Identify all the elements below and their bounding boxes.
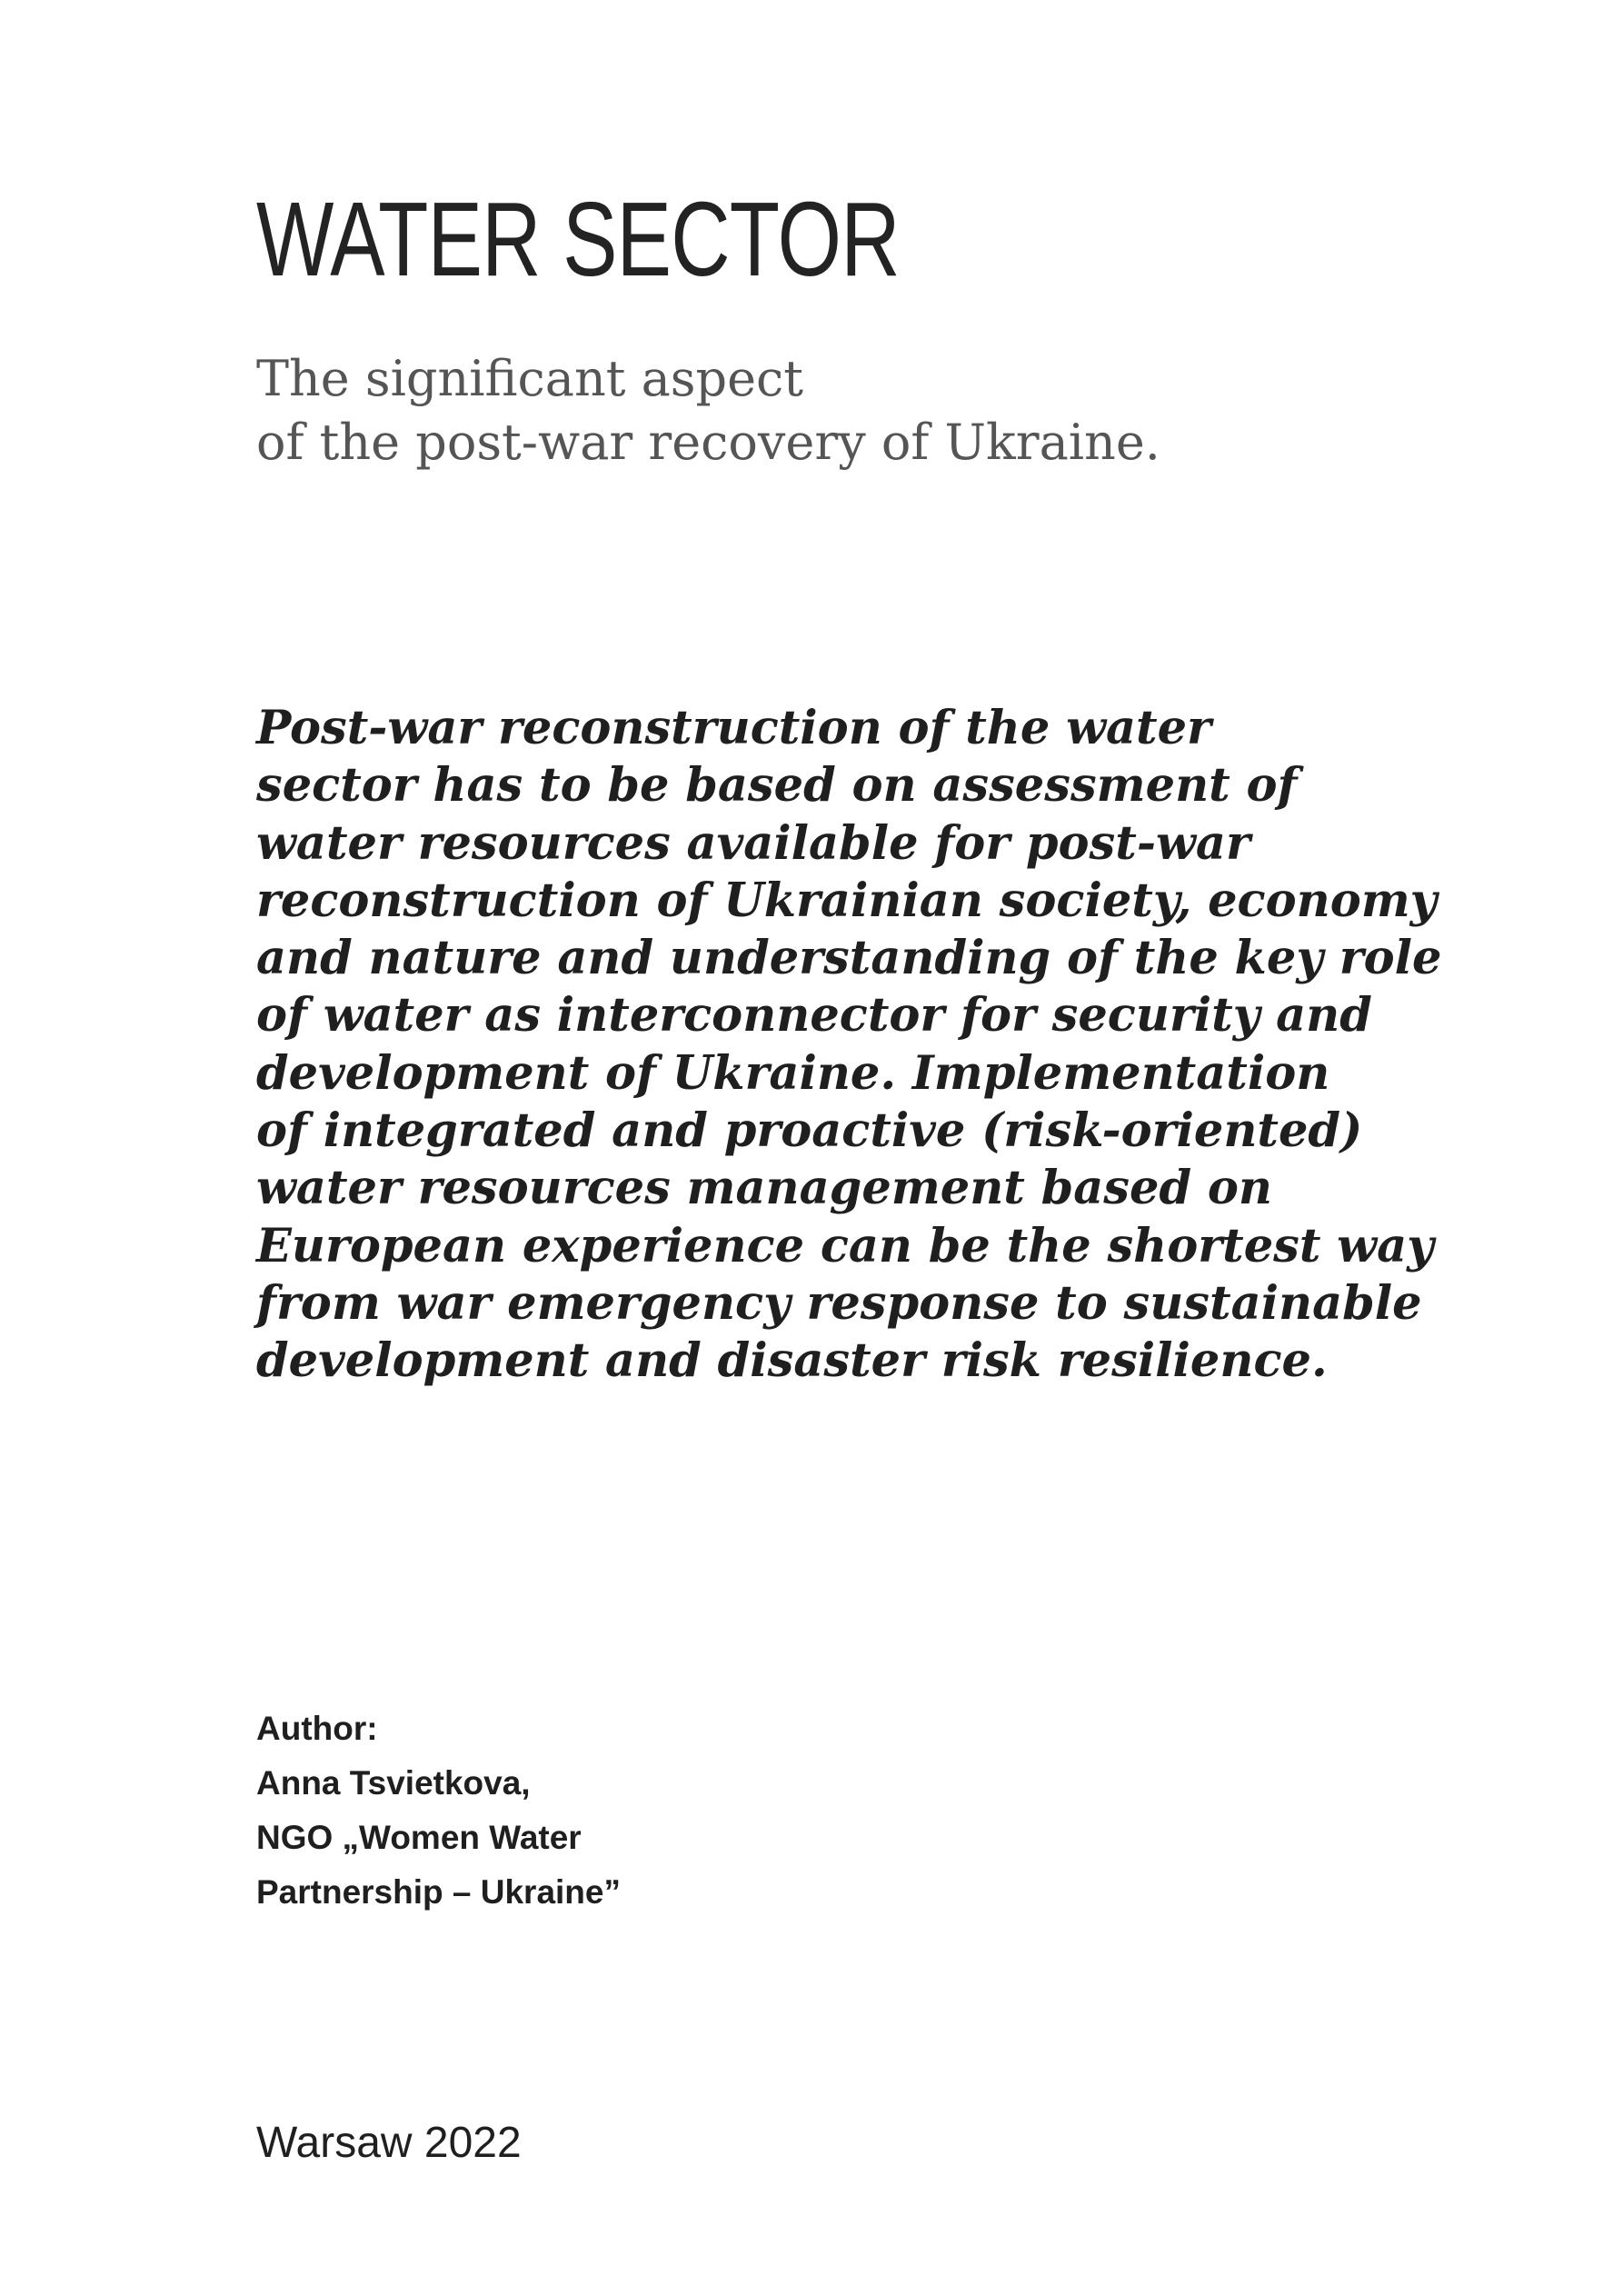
publication-place-year: Warsaw 2022 xyxy=(256,2119,522,2167)
subtitle-line: The significant aspect xyxy=(256,350,803,407)
page-title: WATER SECTOR xyxy=(256,180,900,298)
author-label: Author: xyxy=(256,1710,378,1747)
abstract-line: development and disaster risk resilience. xyxy=(256,1333,1328,1389)
abstract-line: and nature and understanding of the key role xyxy=(256,931,1442,986)
subtitle xyxy=(256,347,1160,474)
author-organization-line: Partnership – Ukraine” xyxy=(256,1873,621,1911)
author-name: Anna Tsvietkova, xyxy=(256,1764,531,1802)
abstract-line: European experience can be the shortest way xyxy=(256,1218,1434,1273)
abstract-line: from war emergency response to sustainable xyxy=(256,1275,1422,1331)
abstract-line: reconstruction of Ukrainian society, economy xyxy=(256,873,1438,928)
abstract-paragraph xyxy=(256,700,1441,1391)
abstract-line: water resources available for post-war xyxy=(256,815,1250,871)
abstract-line: Post-war reconstruction of the water xyxy=(256,701,1211,755)
abstract-line: of water as interconnector for security and xyxy=(256,988,1372,1043)
abstract-line: development of Ukraine. Implementation xyxy=(256,1045,1330,1101)
abstract-line: of integrated and proactive (risk-oriented) xyxy=(256,1103,1363,1159)
subtitle-line: of the post-war recovery of Ukraine. xyxy=(256,414,1160,471)
author-organization-line: NGO „Women Water xyxy=(256,1819,582,1856)
abstract-line: sector has to be based on assessment of xyxy=(256,758,1298,814)
abstract-line: water resources management based on xyxy=(256,1161,1272,1216)
author-block xyxy=(256,1702,621,1920)
